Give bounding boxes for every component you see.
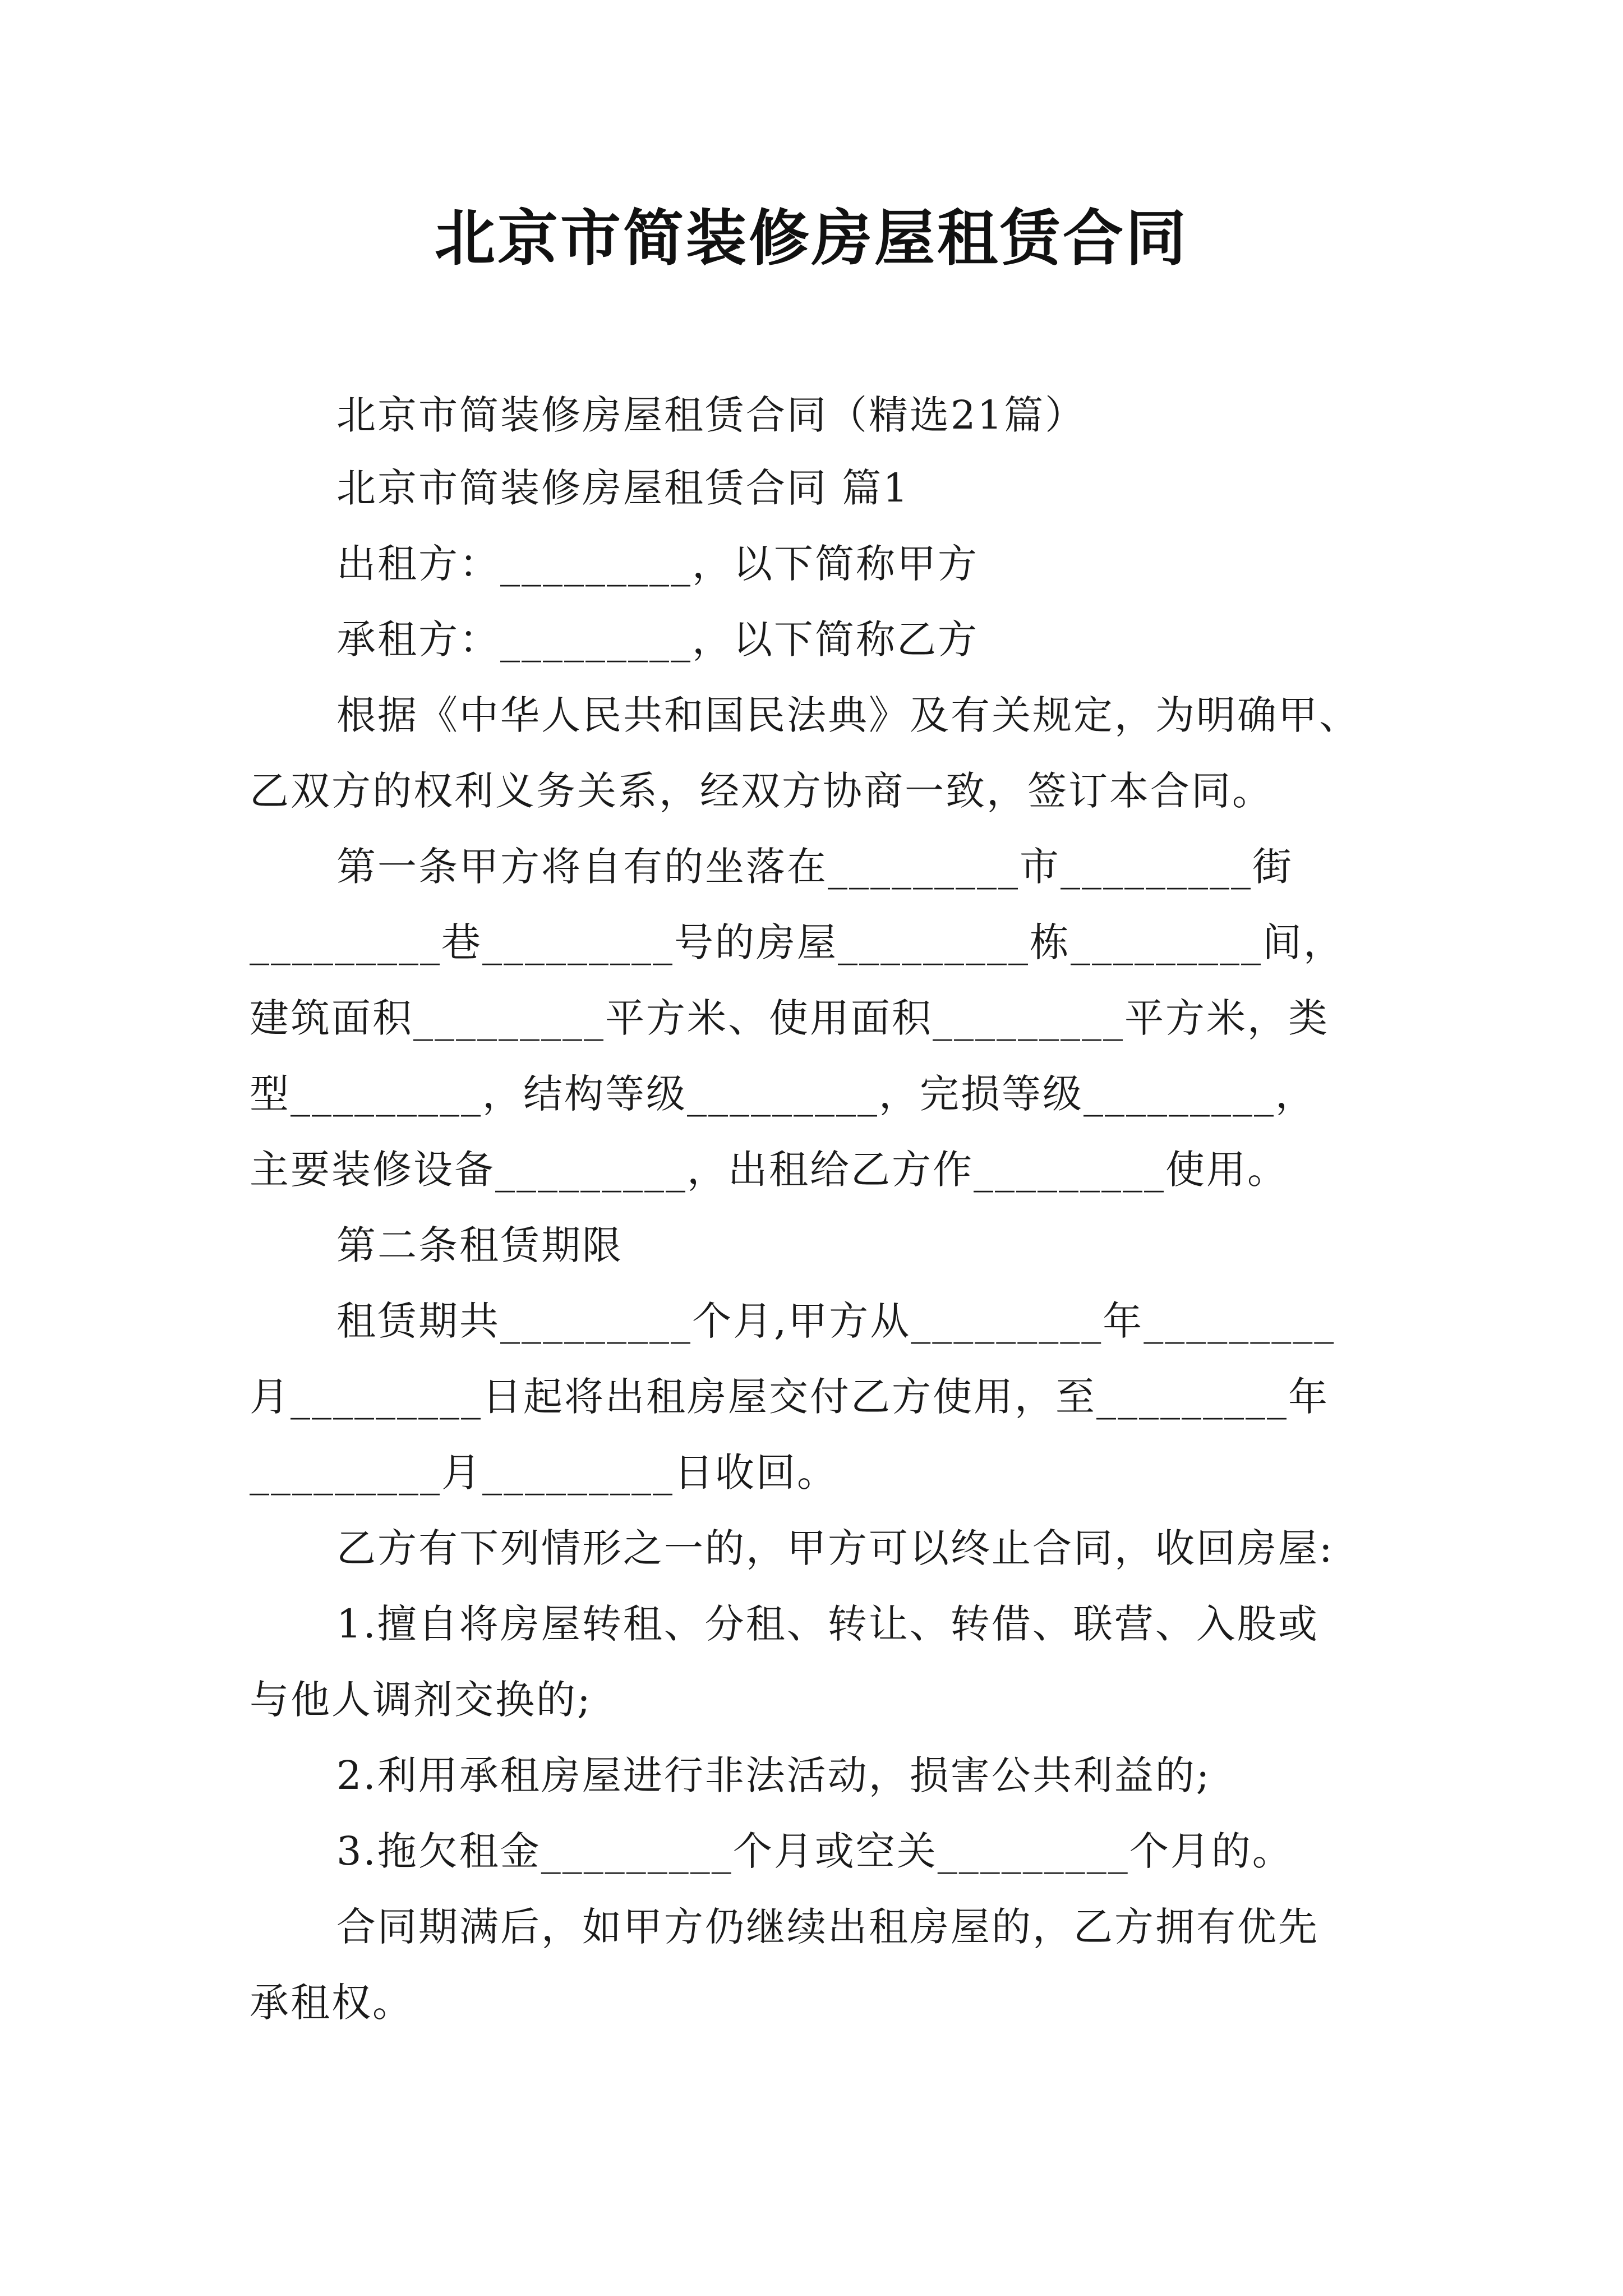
paragraph-line: _________巷_________号的房屋_________栋_________间， xyxy=(250,919,1344,965)
paragraph-line: 主要装修设备_________，出租给乙方作_________使用。 xyxy=(250,1147,1288,1193)
paragraph-line: 第一条甲方将自有的坐落在_________市_________街 xyxy=(336,844,1293,890)
paragraph-line: 1.擅自将房屋转租、分租、转让、转借、联营、入股或 xyxy=(336,1601,1319,1647)
document-title: 北京市简装修房屋租赁合同 xyxy=(434,203,1188,274)
paragraph-line: 月_________日起将出租房屋交付乙方使用，至_________年 xyxy=(250,1374,1329,1420)
paragraph-line: 乙方有下列情形之一的，甲方可以终止合同，收回房屋: xyxy=(336,1525,1334,1571)
paragraph-line: _________月_________日收回。 xyxy=(250,1450,838,1496)
paragraph-line: 第二条租赁期限 xyxy=(336,1222,623,1268)
paragraph-line: 北京市简装修房屋租赁合同 篇1 xyxy=(336,465,910,511)
paragraph-line: 2.利用承租房屋进行非法活动，损害公共利益的; xyxy=(336,1752,1211,1798)
paragraph-line: 根据《中华人民共和国民法典》及有关规定，为明确甲、 xyxy=(336,692,1360,738)
paragraph-line: 承租权。 xyxy=(250,1980,413,2026)
paragraph-line: 北京市简装修房屋租赁合同（精选21篇） xyxy=(336,392,1086,438)
paragraph-line: 3.拖欠租金_________个月或空关_________个月的。 xyxy=(336,1828,1293,1874)
paragraph-line: 合同期满后，如甲方仍继续出租房屋的，乙方拥有优先 xyxy=(336,1904,1319,1950)
paragraph-line: 乙双方的权利义务关系，经双方协商一致，签订本合同。 xyxy=(250,768,1273,814)
paragraph-line: 建筑面积_________平方米、使用面积_________平方米，类 xyxy=(250,995,1329,1041)
paragraph-line: 型_________，结构等级_________，完损等级_________， xyxy=(250,1071,1316,1117)
paragraph-line: 租赁期共_________个月,甲方从_________年_________ xyxy=(336,1298,1336,1344)
paragraph-line: 与他人调剂交换的; xyxy=(250,1677,592,1723)
paragraph-line: 承租方：_________，以下简称乙方 xyxy=(336,616,979,662)
paragraph-line: 出租方：_________，以下简称甲方 xyxy=(336,541,979,587)
